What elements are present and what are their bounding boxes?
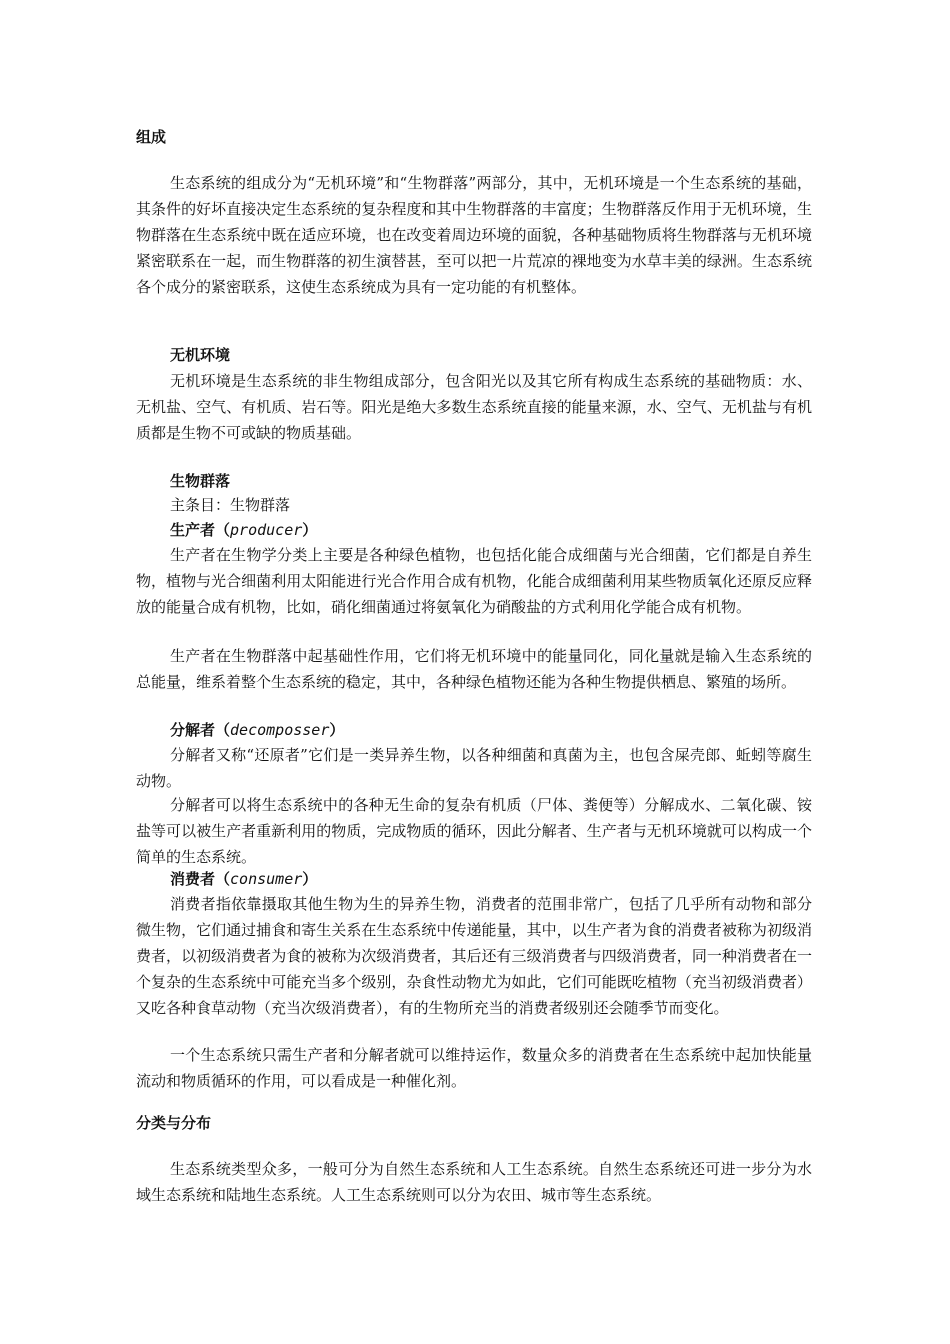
subsection-title-abiotic: 无机环境	[170, 346, 231, 364]
heading-consumer-close: ）	[302, 870, 318, 888]
consumer-paragraph-2: 一个生态系统只需生产者和分解者就可以维持运作，数量众多的消费者在生态系统中起加快能量流动和物质循环的作用，可以看成是一种催化剂。	[136, 1046, 812, 1090]
subsection-title-community: 生物群落	[170, 472, 231, 490]
consumer-paragraph-1: 消费者指依靠摄取其他生物为生的异养生物，消费者的范围非常广，包括了几乎所有动物和部分微生物，它们通过捕食和寄生关系在生态系统中传递能量，其中，以生产者为食的消费者被称为初级消费者，以初级消费者为食的被称为次级消费者，其后还有三级消费者与四级消费者，同一种消费者在一个复杂的生态系统中可能充当多个级别，杂食性动物尤为如此，它们可能既吃植物（充当初级消费者）又吃各种食草动物（充当次级消费者），有的生物所充当的消费者级别还会随季节而变化。	[136, 895, 812, 1017]
classification-paragraph: 生态系统类型众多，一般可分为自然生态系统和人工生态系统。自然生态系统还可进一步分为水域生态系统和陆地生态系统。人工生态系统则可以分为农田、城市等生态系统。	[136, 1160, 812, 1204]
decomposer-paragraph-2: 分解者可以将生态系统中的各种无生命的复杂有机质（尸体、粪便等）分解成水、二氧化碳、铵盐等可以被生产者重新利用的物质，完成物质的循环，因此分解者、生产者与无机环境就可以构成一个简单的生态系统。	[136, 796, 812, 866]
composition-paragraph: 生态系统的组成分为“无机环境”和“生物群落”两部分，其中，无机环境是一个生态系统的基础，其条件的好坏直接决定生态系统的复杂程度和其中生物群落的丰富度；生物群落反作用于无机环境，生物群落在生态系统中既在适应环境，也在改变着周边环境的面貌，各种基础物质将生物群落与无机环境紧密联系在一起，而生物群落的初生演替甚，至可以把一片荒凉的裸地变为水草丰美的绿洲。生态系统各个成分的紧密联系，这使生态系统成为具有一定功能的有机整体。	[136, 174, 812, 296]
heading-decomposer-close: ）	[329, 721, 345, 739]
heading-decomposer-cn: 分解者（	[170, 721, 231, 739]
producer-paragraph-2: 生产者在生物群落中起基础性作用，它们将无机环境中的能量同化，同化量就是输入生态系统的总能量，维系着整个生态系统的稳定，其中，各种绿色植物还能为各种生物提供栖息、繁殖的场所。	[136, 647, 812, 691]
main-entry-note: 主条目：生物群落	[170, 496, 291, 514]
abiotic-paragraph: 无机环境是生态系统的非生物组成部分，包含阳光以及其它所有构成生态系统的基础物质：水、无机盐、空气、有机质、岩石等。阳光是绝大多数生态系统直接的能量来源，水、空气、无机盐与有机质都是生物不可或缺的物质基础。	[136, 372, 812, 442]
heading-producer-close: ）	[302, 521, 318, 539]
heading-consumer-en: consumer	[230, 870, 303, 888]
heading-decomposer	[170, 719, 344, 741]
heading-consumer	[170, 868, 317, 890]
section-title-classification: 分类与分布	[136, 1114, 212, 1132]
heading-producer-en: producer	[230, 521, 303, 539]
heading-consumer-cn: 消费者（	[170, 870, 231, 888]
heading-decomposer-en: decomposser	[230, 721, 330, 739]
section-title-composition: 组成	[136, 128, 167, 146]
decomposer-paragraph-1: 分解者又称“还原者”它们是一类异养生物，以各种细菌和真菌为主，也包含屎壳郎、蚯蚓等腐生动物。	[136, 746, 812, 790]
heading-producer-cn: 生产者（	[170, 521, 231, 539]
producer-paragraph-1: 生产者在生物学分类上主要是各种绿色植物，也包括化能合成细菌与光合细菌，它们都是自养生物，植物与光合细菌利用太阳能进行光合作用合成有机物，化能合成细菌利用某些物质氧化还原反应释放的能量合成有机物，比如，硝化细菌通过将氨氧化为硝酸盐的方式利用化学能合成有机物。	[136, 546, 812, 616]
heading-producer	[170, 519, 317, 541]
